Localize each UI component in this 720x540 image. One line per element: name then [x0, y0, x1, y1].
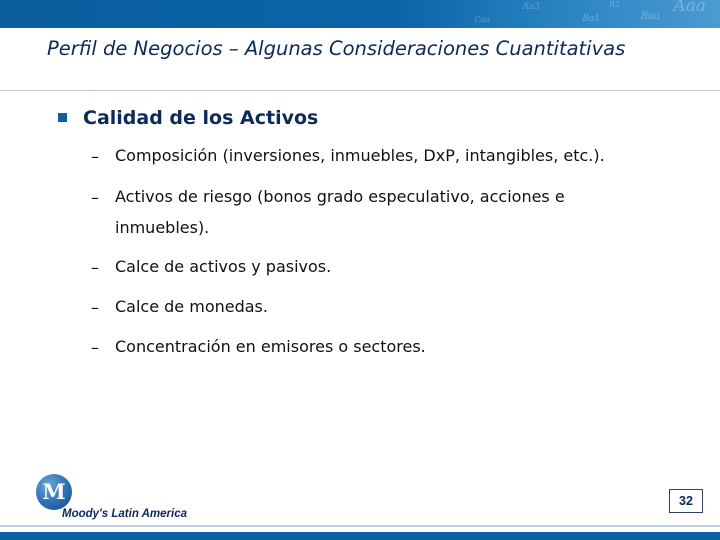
- banner-decor-text: Baa: [640, 11, 660, 22]
- banner-decor-text: B2: [609, 0, 620, 9]
- dash-bullet: –: [91, 298, 99, 317]
- footer-bar: [0, 532, 720, 540]
- banner-decor-text: Aa3: [522, 2, 540, 12]
- square-bullet-icon: [58, 113, 67, 122]
- title-divider: [0, 90, 720, 91]
- dash-bullet: –: [91, 338, 99, 357]
- header-banner: [0, 0, 720, 28]
- list-item-text: Concentración en emisores o sectores.: [115, 337, 426, 356]
- footer-divider: [0, 525, 720, 527]
- banner-decor-text: Ba1: [582, 14, 600, 24]
- dash-bullet: –: [91, 147, 99, 166]
- dash-bullet: –: [91, 188, 99, 207]
- banner-decor-text: Caa: [474, 15, 490, 24]
- page-number: 32: [669, 489, 703, 513]
- list-item-text: Composición (inversiones, inmuebles, DxP, intangibles, etc.).: [115, 146, 605, 165]
- section-heading: Calidad de los Activos: [83, 107, 319, 129]
- logo-wordmark: Moody's Latin America: [62, 508, 188, 520]
- slide-title: Perfil de Negocios – Algunas Consideraciones Cuantitativas: [47, 37, 626, 60]
- dash-bullet: –: [91, 258, 99, 277]
- list-item-text-continued: inmuebles).: [115, 218, 210, 237]
- list-item-text: Calce de activos y pasivos.: [115, 257, 332, 276]
- list-item-text: Calce de monedas.: [115, 297, 268, 316]
- banner-decor-text: Aaa: [673, 0, 706, 16]
- moodys-logo-icon: M: [36, 474, 72, 510]
- list-item-text: Activos de riesgo (bonos grado especulativo, acciones e: [115, 187, 565, 206]
